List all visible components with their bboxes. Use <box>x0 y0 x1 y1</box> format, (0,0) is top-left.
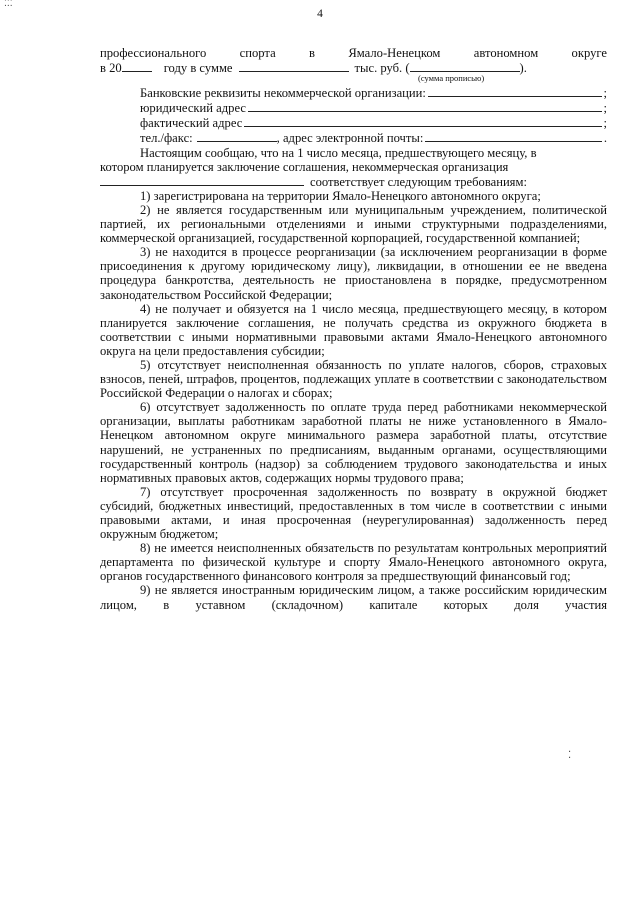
header-word: округе <box>571 46 607 60</box>
intro-line-3-text: соответствует следующим требованиям: <box>310 174 527 189</box>
year-blank[interactable] <box>122 60 152 72</box>
requirement-item: 5) отсутствует неисполненная обязанность по уплате налогов, сборов, страховых взносов, пеней, штрафов, процентов, подлежащих уплате в соответствии с законодательством Российской Федерации о налогах и сборах; <box>100 357 607 401</box>
requirement-item: 7) отсутствует просроченная задолженность по возврату в окружной бюджет субсидий, бюджетных инвестиций, предоставленных в том числе в соответствии с иными правовыми актами, и иная просроченная (неурегулированная) задолженность перед окружным бюджетом; <box>100 484 607 542</box>
bank-requisites-label: Банковские реквизиты некоммерческой организации: <box>140 86 426 101</box>
email-label: , адрес электронной почты: <box>276 131 424 146</box>
phone-label: тел./факс: <box>140 131 193 146</box>
requirement-item: 3) не находится в процессе реорганизации (за исключением реорганизации в форме присоединения к другому юридическому лицу), ликвидации, в отношении ее не введена процедура банкротства, деятельность не приостановлена в порядке, предусмотренном законодательством Российской Федерации; <box>100 245 607 302</box>
intro-line-2: котором планируется заключение соглашения, некоммерческая организация <box>100 159 509 174</box>
legal-address-end: ; <box>603 101 607 116</box>
year-prefix: в 20 <box>100 61 122 76</box>
bank-requisites-field[interactable] <box>428 85 602 97</box>
legal-address-row <box>100 100 607 115</box>
organization-name-blank[interactable] <box>100 174 304 186</box>
scan-tail-mark: ⁚ <box>568 750 572 761</box>
requirement-item: 2) не является государственным или муниципальным учреждением, политической партией, их региональными отделениями и иными структурными подразделениями, коммерческой организацией, государственной корпорацией, государственной компанией; <box>100 202 607 246</box>
actual-address-label: фактический адрес <box>140 116 243 131</box>
header-word: Ямало-Ненецком <box>348 46 441 60</box>
legal-address-field[interactable] <box>248 100 602 112</box>
header-line-end: ). <box>519 61 527 76</box>
legal-address-label: юридический адрес <box>140 101 246 116</box>
actual-address-field[interactable] <box>244 115 601 127</box>
requirement-item: 6) отсутствует задолженность по оплате труда перед работниками некоммерческой организации, выплаты работникам заработной платы не ниже установленного в Ямало-Ненецком автономном округе минимального размера заработной платы, отсутствие нарушений, не устраненных по предписаниям, выданным органами, осуществляющими государственный контроль (надзор) за соблюдением трудового законодательства и иных нормативных правовых актов, содержащих нормы трудового права; <box>100 400 607 485</box>
requirement-item: 1) зарегистрирована на территории Ямало-Ненецкого автономного округа; <box>140 188 541 203</box>
contacts-row <box>100 130 607 145</box>
header-word: профессионального <box>100 46 207 60</box>
header-word: автономном <box>473 46 539 60</box>
phone-field[interactable] <box>197 130 277 142</box>
contacts-end: . <box>603 131 607 146</box>
amount-words-blank[interactable] <box>410 60 520 72</box>
scan-edge-marks: ⁚⁚⁚ <box>4 0 13 8</box>
header-word: в <box>309 46 315 60</box>
intro-line-1: Настоящим сообщаю, что на 1 число месяца, предшествующего месяцу, в <box>140 145 537 160</box>
amount-blank[interactable] <box>239 60 349 72</box>
currency-label: тыс. руб. ( <box>354 61 410 76</box>
page-number: 4 <box>317 8 323 20</box>
header-word: спорта <box>239 46 276 60</box>
actual-address-end: ; <box>603 116 607 131</box>
amount-label: году в сумме <box>163 61 233 76</box>
email-field[interactable] <box>425 130 602 142</box>
bank-requisites-row <box>100 85 607 100</box>
requirement-item: 8) не имеется неисполненных обязательств по результатам контрольных мероприятий департамента по физической культуре и спорту Ямало-Ненецкого автономного округа, органов государственного финансового контроля за предшествующий финансовый год; <box>100 541 607 584</box>
intro-line-3 <box>100 174 607 189</box>
requirement-item: 9) не является иностранным юридическим лицом, а также российским юридическим лицом, в уставном (складочном) капитале которых доля участия <box>100 583 607 612</box>
bank-requisites-end: ; <box>603 86 607 101</box>
document-body <box>100 46 607 612</box>
header-line-1 <box>100 46 607 60</box>
amount-words-caption: (сумма прописью) <box>418 73 485 84</box>
actual-address-row <box>100 115 607 130</box>
header-line-2 <box>100 60 607 75</box>
requirement-item: 4) не получает и обязуется на 1 число месяца, предшествующего месяцу, в котором планируется заключение соглашения, не получать средства из окружного бюджета в соответствии с иными нормативными правовыми актами Ямало-Ненецкого автономного округа на цели предоставления субсидии; <box>100 301 607 358</box>
